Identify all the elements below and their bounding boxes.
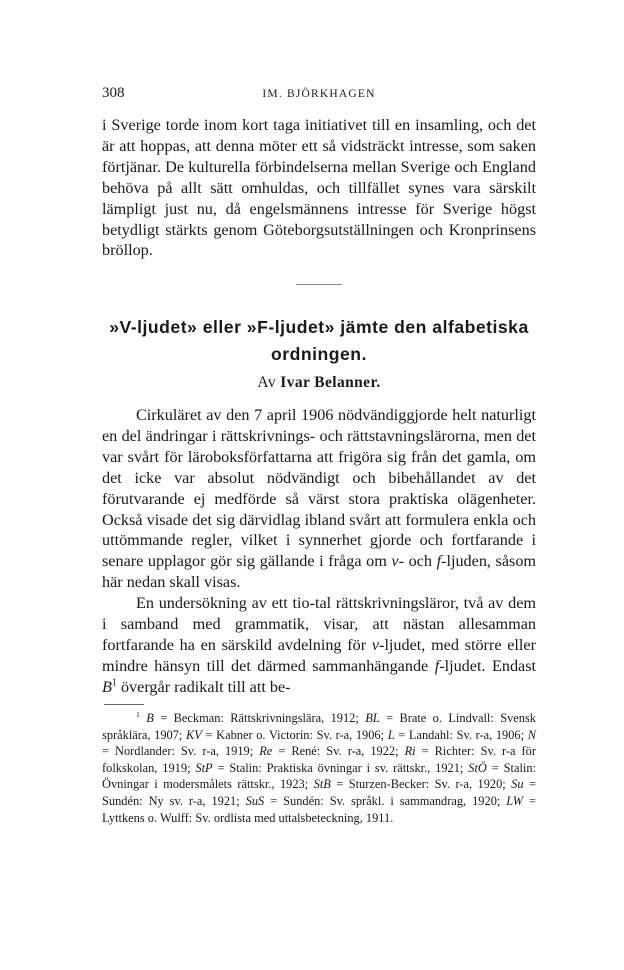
p2-f-italic: f- [434, 656, 445, 675]
p1-text: Cirkuläret av den 7 april 1906 nödvändiggjorde helt naturligt en del ändringar i rättskrivnings- och rättstavningslärorna, men det var svårt för läroboksförfattarna att frigöra sig från det gamla, om det icke var absolut nödvändigt och bibehållandet av det förutvarande ej medförde så värst stora praktiska olägenheter. Också visade det sig därvidlag ibland svårt att formulera enkla och uttömmande regler, vilket i synnerhet gjorde och fortfarande i senare upplagor gör sig gällande i fråga om [102, 406, 536, 571]
fn-abbr-stb: StB [313, 777, 331, 792]
p2-text-b: ljudet, med större eller mindre hänsyn till det därmed sammanhängande [102, 635, 536, 675]
fn-def-su: = Sundén: Ny sv. r-a, 1921; [102, 777, 536, 808]
fn-def-sus: = Sundén: Sv. språkl. i sammandrag, 1920; [264, 793, 507, 808]
section-divider [296, 284, 342, 285]
byline-prefix: Av [257, 374, 276, 391]
fn-abbr-n: N [527, 727, 536, 742]
fn-abbr-sto: StÖ [468, 760, 487, 775]
footnote-1 [102, 710, 536, 826]
running-head [102, 85, 536, 107]
p1-tail: ljuden, såsom här nedan skall visas. [102, 552, 537, 592]
fn-def-n: = Nordlander: Sv. r-a, 1919; [102, 744, 260, 759]
p2-text-d: övergår radikalt till att be- [116, 677, 291, 696]
p2-b-italic: B [102, 677, 112, 696]
author-name: Ivar Belanner. [280, 374, 381, 391]
fn-abbr-sus: SuS [245, 793, 265, 808]
fn-abbr-su: Su [511, 777, 524, 792]
footnote-ref-1: 1 [111, 677, 117, 689]
fn-abbr-ri: Ri [404, 744, 416, 759]
p1-och: och [403, 552, 437, 571]
fn-abbr-kv: KV [186, 727, 202, 742]
fn-abbr-lw: LW [506, 793, 524, 808]
article-title: »V-ljudet» eller »F-ljudet» jämte den alfabetiska ordningen. [109, 317, 529, 364]
fn-abbr-stp: StP [195, 760, 213, 775]
intro-paragraph: i Sverige torde inom kort taga initiativet till en insamling, och det är att hoppas, att denna möter ett så vidsträckt intresse, som saken förtjänar. De kulturella förbindelserna mellan Sverige och England behöva på allt sätt omhuldas, och tillfället synes vara särskilt lämpligt just nu, då engelsmännens intresse för Sverige högst betydligt stärkts genom Göteborgsutställningen och Kronprinsens bröllop. [102, 116, 536, 260]
p2-text-a: En undersökning av ett tio-tal rättskrivningsläror, två av dem i samband med grammatik, visar, att nästan allesamman fortfarande ha en särskild avdelning för [102, 594, 536, 654]
p1-f-italic: f- [436, 552, 447, 571]
fn-abbr-bl: BL [365, 711, 380, 725]
fn-def-sto: = Stalin: Övningar i modersmålets rättskr., 1923; [102, 760, 537, 792]
fn-def-b: = Beckman: Rättskrivningslära, 1912; [153, 711, 366, 725]
fn-abbr-l: L [387, 727, 395, 742]
footnote-rule [104, 704, 144, 705]
fn-def-stb: = Sturzen-Becker: Sv. r-a, 1920; [330, 777, 512, 792]
byline [102, 374, 536, 392]
fn-def-ri: = Richter: Sv. r-a för folkskolan, 1919; [102, 744, 536, 775]
fn-abbr-re: Re [259, 744, 273, 759]
p1-v-italic: v- [391, 552, 404, 571]
footnote-marker: 1 [136, 709, 140, 719]
fn-def-lw: = Lyttkens o. Wulff: Sv. ordlista med uttalsbeteckning, 1911. [102, 793, 537, 825]
fn-def-re: = René: Sv. r-a, 1922; [272, 744, 405, 759]
fn-def-stp: = Stalin: Praktiska övningar i sv. rättskr., 1921; [212, 760, 469, 775]
fn-def-l: = Landahl: Sv. r-a, 1906; [394, 727, 528, 742]
body-paragraph-1 [102, 405, 536, 593]
fn-def-kv: = Kabner o. Victorin: Sv. r-a, 1906; [201, 727, 388, 742]
running-title: IM. BJÖRKHAGEN [262, 88, 376, 100]
fn-def-bl: = Brate o. Lindvall: Svensk språklära, 1907; [102, 711, 536, 742]
p2-v-italic: v- [371, 635, 385, 654]
page-number: 308 [102, 85, 125, 101]
fn-abbr-b: B [146, 711, 154, 725]
body-paragraph-2 [102, 593, 536, 698]
p2-text-c: ljudet. Endast [444, 656, 537, 675]
article-body [102, 405, 536, 698]
